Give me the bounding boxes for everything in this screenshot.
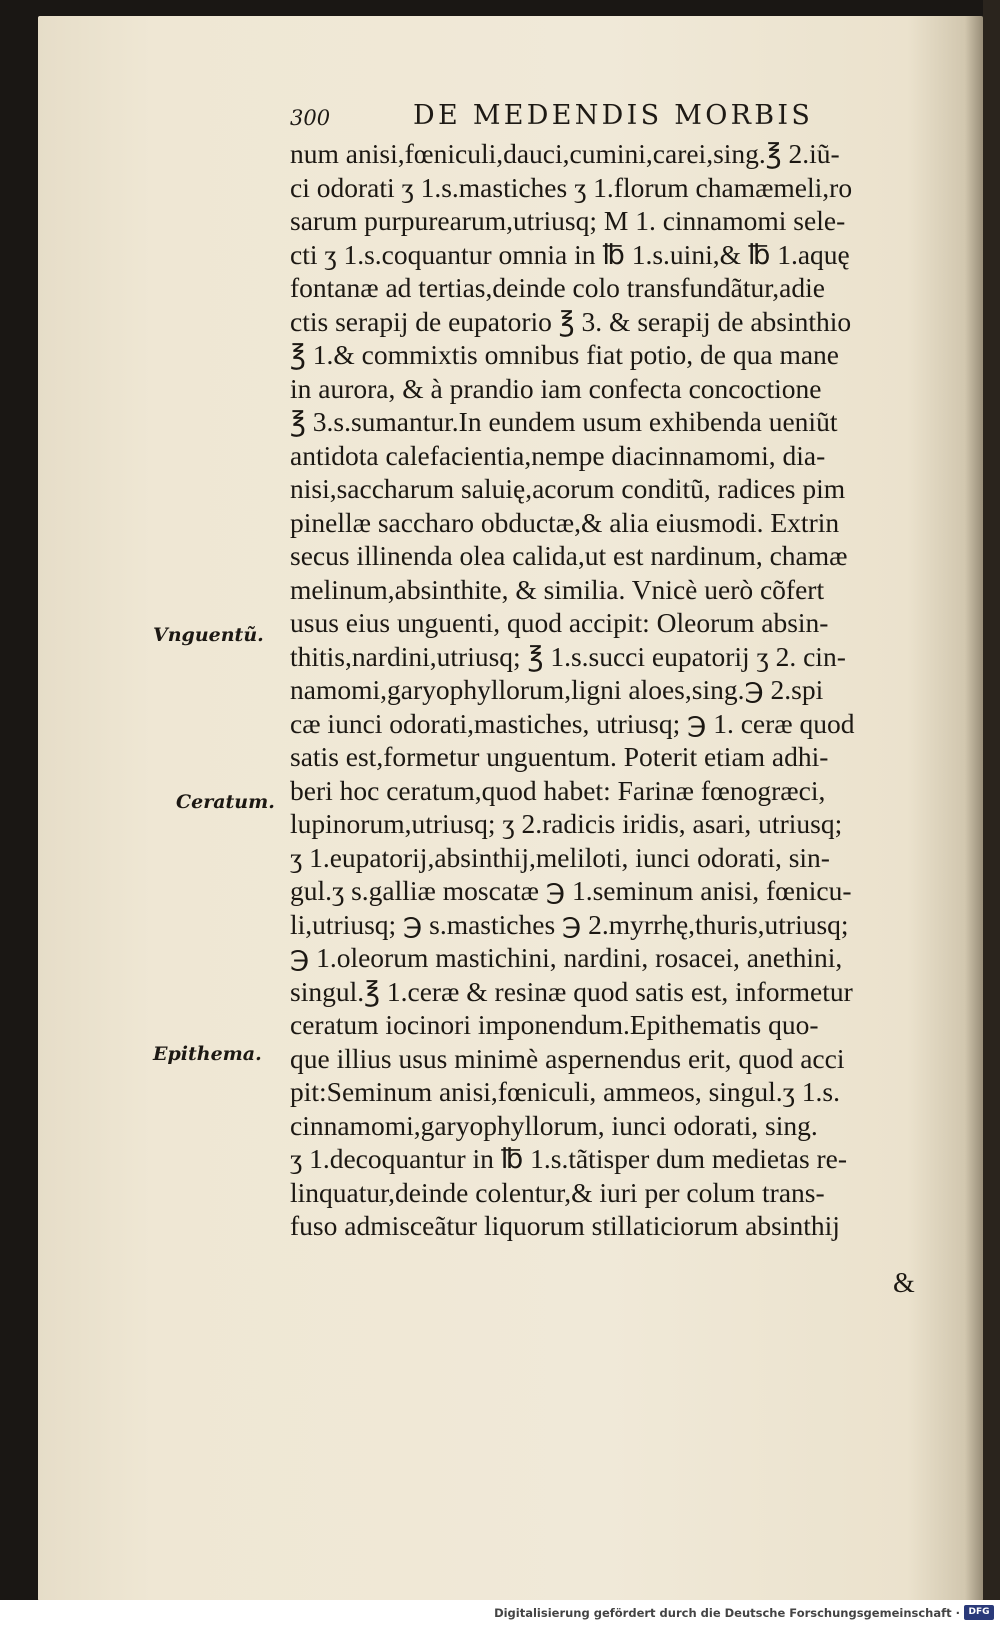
page-header — [290, 100, 850, 136]
text-line: secus illinenda olea calida,ut est nardinum, chamæ — [290, 540, 848, 571]
text-line: ʒ 1.decoquantur in ℔ 1.s.tãtisper dum medietas re- — [290, 1143, 848, 1174]
page-number: 300 — [290, 106, 331, 130]
page-spine-shadow — [965, 16, 983, 1601]
text-line: ceratum iocinori imponendum.Epithematis quo- — [290, 1009, 819, 1040]
text-line: satis est,formetur unguentum. Poterit etiam adhi- — [290, 741, 829, 772]
marginal-note-unguentum: Vnguentũ. — [153, 624, 264, 646]
dfg-logo-icon: DFG — [964, 1605, 994, 1620]
running-head: DE MEDENDIS MORBIS — [413, 100, 814, 131]
text-line: thitis,nardini,utriusq; ℥ 1.s.succi eupatorij ʒ 2. cin- — [290, 640, 846, 672]
text-line: linquatur,deinde colentur,& iuri per colum trans- — [290, 1176, 825, 1208]
text-line: pit:Seminum anisi,fœniculi, ammeos, singul.ʒ 1.s. — [290, 1076, 840, 1107]
text-line: melinum,absinthite, & similia. Vnicè uerò cõfert — [290, 573, 825, 605]
marginal-note-ceratum: Ceratum. — [176, 791, 275, 813]
text-line: ʒ 1.eupatorij,absinthij,meliloti, iunci odorati, sin- — [290, 841, 830, 873]
text-line: singul.℥ 1.ceræ & resinæ quod satis est, informetur — [290, 975, 853, 1007]
text-line: lupinorum,utriusq; ʒ 2.radicis iridis, asari, utriusq; — [290, 808, 843, 839]
text-line: namomi,garyophyllorum,ligni aloes,sing.℈ 2.spi — [290, 674, 824, 705]
text-line: que illius usus minimè aspernendus erit, quod acci — [290, 1042, 845, 1074]
text-line: ℈ 1.oleorum mastichini, nardini, rosacei, anethini, — [290, 942, 843, 973]
text-line: sarum purpurearum,utriusq; M 1. cinnamomi sele- — [290, 205, 846, 236]
text-line: fontanæ ad tertias,deinde colo transfundãtur,adie — [290, 272, 825, 303]
text-line: num anisi,fœniculi,dauci,cumini,carei,sing.℥ 2.iũ- — [290, 138, 840, 169]
catchword: & — [893, 1268, 915, 1299]
binding-edge — [983, 0, 1000, 1600]
text-line: ℥ 1.& commixtis omnibus fiat potio, de qua mane — [290, 339, 840, 370]
text-line: cti ʒ 1.s.coquantur omnia in ℔ 1.s.uini,& ℔ 1.aquę — [290, 238, 850, 270]
text-block — [290, 137, 930, 1243]
text-line: ctis serapij de eupatorio ℥ 3. & serapij de absinthio — [290, 305, 852, 337]
text-line: cæ iunci odorati,mastiches, utriusq; ℈ 1. ceræ quod — [290, 707, 855, 739]
text-line: nisi,saccharum saluię,acorum conditũ, radices pim — [290, 473, 846, 504]
text-line: ci odorati ʒ 1.s.mastiches ʒ 1.florum chamæmeli,ro — [290, 171, 853, 203]
text-line: cinnamomi,garyophyllorum, iunci odorati, sing. — [290, 1109, 818, 1141]
funding-credit: Digitalisierung gefördert durch die Deutsche Forschungsgemeinschaft · — [494, 1606, 960, 1620]
text-line: ℥ 3.s.sumantur.In eundem usum exhibenda ueniũt — [290, 406, 838, 437]
text-line: li,utriusq; ℈ s.mastiches ℈ 2.myrrhę,thuris,utriusq; — [290, 908, 849, 940]
text-line: pinellæ saccharo obductæ,& alia eiusmodi. Extrin — [290, 506, 840, 538]
marginal-note-epithema: Epithema. — [153, 1043, 262, 1065]
text-line: antidota calefacientia,nempe diacinnamomi, dia- — [290, 439, 826, 471]
text-line: fuso admisceãtur liquorum stillaticiorum absinthij — [290, 1210, 840, 1241]
text-line: in aurora, & à prandio iam confecta concoctione — [290, 372, 822, 404]
text-line: gul.ʒ s.galliæ moscatæ ℈ 1.seminum anisi, fœnicu- — [290, 875, 852, 906]
text-line: beri hoc ceratum,quod habet: Farinæ fœnogræci, — [290, 774, 826, 806]
text-line: usus eius unguenti, quod accipit: Oleorum absin- — [290, 607, 829, 638]
